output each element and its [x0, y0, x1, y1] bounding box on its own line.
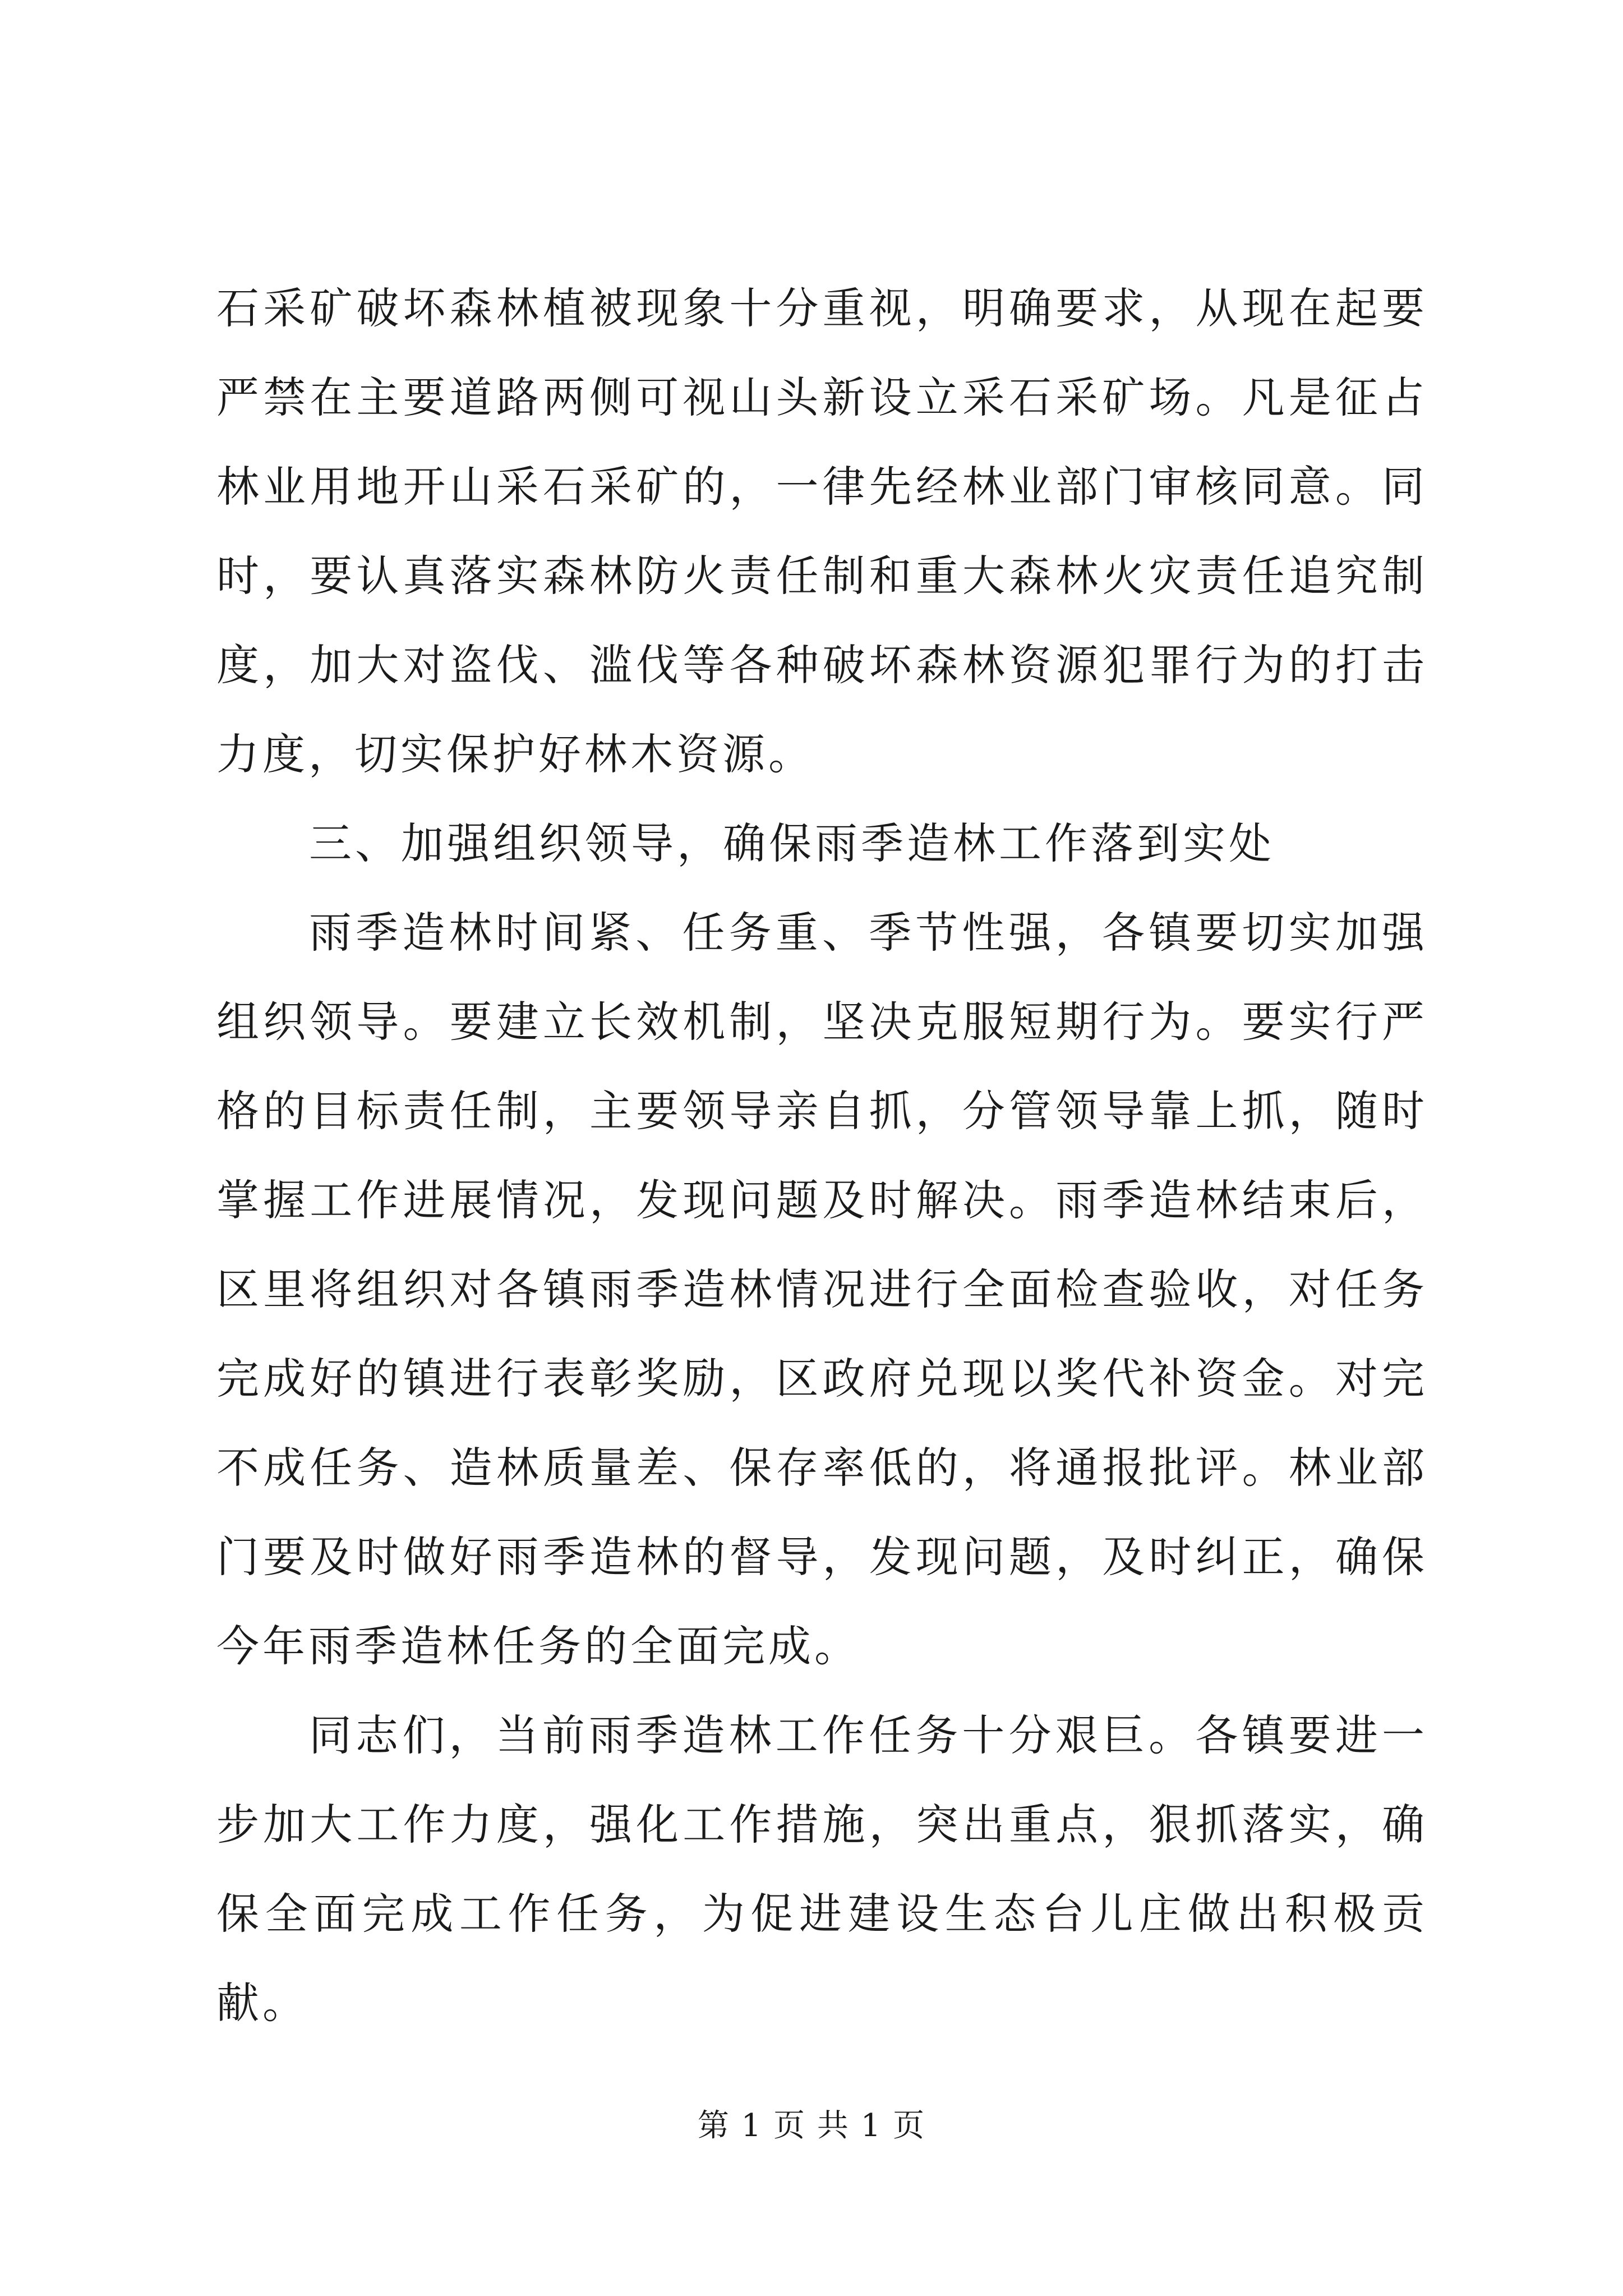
section-heading: 三、加强组织领导，确保雨季造林工作落到实处 [309, 818, 1275, 868]
document-body [216, 264, 1428, 2047]
page-footer: 第 1 页 共 1 页 [697, 2108, 926, 2144]
paragraph-closing: 同志们，当前雨季造林工作任务十分艰巨。各镇要进一步加大工作力度，强化工作措施，突出重点，狠抓落实，确保全面完成工作任务，为促进建设生态台儿庄做出积极贡献。 [216, 1710, 1428, 2028]
paragraph-continuation: 石采矿破坏森林植被现象十分重视，明确要求，从现在起要严禁在主要道路两侧可视山头新设立采石采矿场。凡是征占林业用地开山采石采矿的，一律先经林业部门审核同意。同时，要认真落实森林防火责任制和重大森林火灾责任追究制度，加大对盗伐、滥伐等各种破坏森林资源犯罪行为的打击力度，切实保护好林木资源。 [216, 283, 1428, 779]
paragraph-body: 雨季造林时间紧、任务重、季节性强，各镇要切实加强组织领导。要建立长效机制，坚决克服短期行为。要实行严格的目标责任制，主要领导亲自抓，分管领导靠上抓，随时掌握工作进展情况，发现问题及时解决。雨季造林结束后，区里将组织对各镇雨季造林情况进行全面检查验收，对任务完成好的镇进行表彰奖励，区政府兑现以奖代补资金。对完不成任务、造林质量差、保存率低的，将通报批评。林业部门要及时做好雨季造林的督导，发现问题，及时纠正，确保今年雨季造林任务的全面完成。 [216, 908, 1428, 1671]
